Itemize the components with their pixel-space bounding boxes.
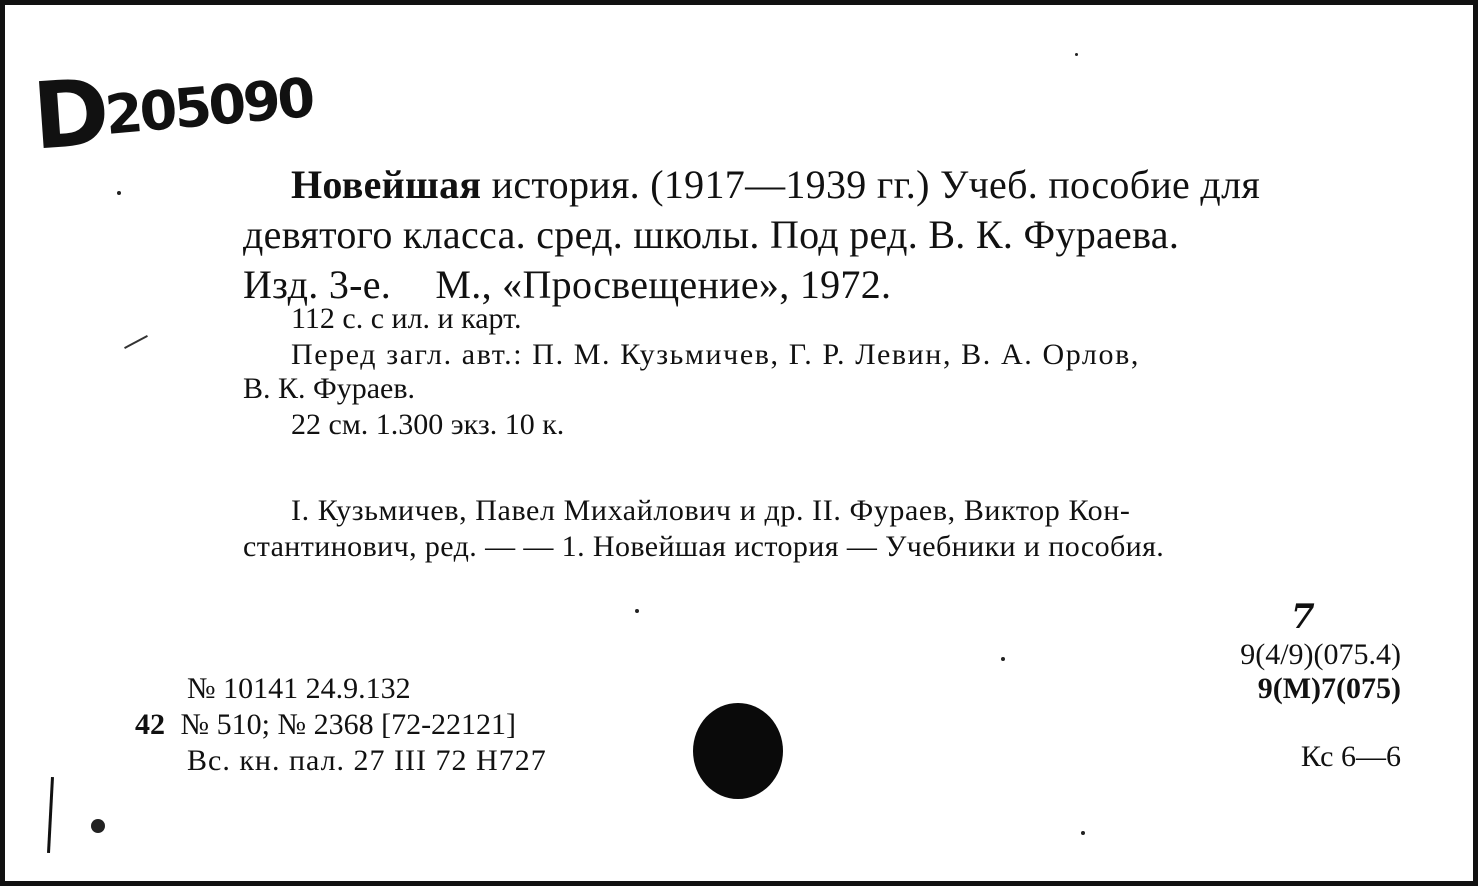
order-number: № 510; № 2368 [72-22121] — [180, 708, 517, 741]
punch-hole — [693, 703, 783, 799]
size-price-line: 22 см. 1.300 экз. 10 к. — [291, 408, 565, 441]
udc-code-2: 9(М)7(075) — [1257, 672, 1401, 705]
shelf-code: Кс 6—6 — [1300, 740, 1401, 773]
authors-line-2: В. К. Фураев. — [243, 372, 416, 405]
speck-5 — [1081, 831, 1085, 835]
record-number: № 10141 24.9.132 — [187, 672, 411, 705]
tracings-line-1: I. Кузьмичев, Павел Михайлович и др. II. Фураев, Виктор Кон- — [291, 494, 1131, 527]
entry-title-bold: Новейшая — [291, 162, 482, 207]
order-number-line — [135, 707, 516, 743]
speck-2 — [1075, 53, 1078, 56]
speck-3 — [635, 609, 639, 613]
handwritten-letter: D — [29, 58, 113, 171]
speck-6 — [91, 819, 105, 833]
speck-1 — [117, 191, 121, 195]
pencil-stroke-2 — [124, 335, 148, 349]
entry-line-1-rest: история. (1917—1939 гг.) Учеб. пособие для — [481, 162, 1261, 207]
udc-code-1: 9(4/9)(075.4) — [1240, 638, 1401, 671]
speck-4 — [1001, 657, 1005, 661]
pencil-stroke-1 — [47, 777, 54, 853]
book-chamber-line: Вс. кн. пал. 27 III 72 Н727 — [187, 744, 547, 777]
tracings-line-2: стантинович, ред. — — 1. Новейшая история — Учебники и пособия. — [243, 530, 1165, 563]
pages-line: 112 с. с ил. и карт. — [291, 302, 522, 335]
authors-line-1: Перед загл. авт.: П. М. Кузьмичев, Г. Р. Левин, В. А. Орлов, — [291, 338, 1140, 371]
imprint: М., «Просвещение», 1972. — [435, 262, 892, 307]
entry-line-2: девятого класса. сред. школы. Под ред. В. К. Фураева. — [243, 212, 1180, 257]
edition: Изд. 3-е. — [243, 262, 392, 307]
udc-handwritten-correction: 7 — [1291, 597, 1315, 637]
index-42: 42 — [135, 708, 165, 741]
entry-line-1 — [291, 161, 1260, 209]
handwritten-number: 205090 — [102, 66, 315, 147]
